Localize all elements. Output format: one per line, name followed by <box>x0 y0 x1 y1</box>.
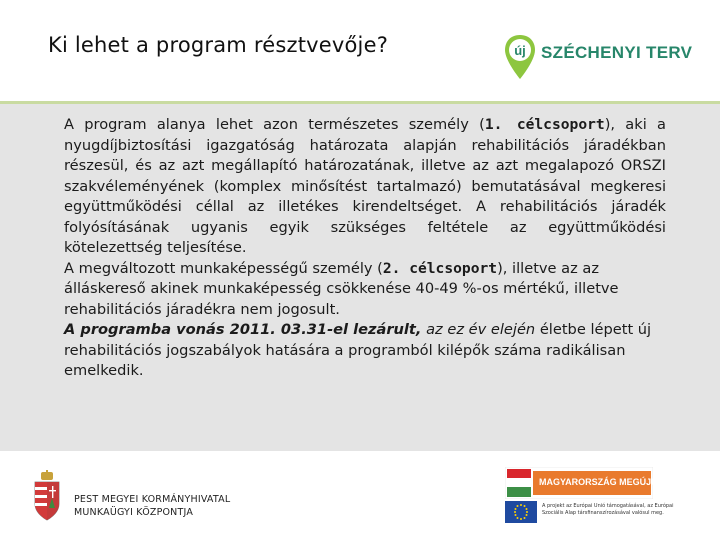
p1-text-3: ), aki a nyugdíjbiztosítási igazgatóság határozata alapján rehabilitációs járadékban részesül, és az azt megállapító határozatának, illetve az azt megalapozó ORSZI szakvéleményének (komplex minősítést tartalmazó) bemutatásával megkeresi együttműködési céllal az illetékes kirendeltséget. A rehabilitációs járadék folyósításának ugyanis egyik szükséges feltétele az együttműködési kötelezettség teljesítése. <box>64 116 666 256</box>
p1-text-1: A program <box>64 116 157 133</box>
logo-icon-letter: új <box>514 43 526 58</box>
paragraph-1 <box>64 115 666 259</box>
target-group-1: 1. célcsoport <box>484 116 605 133</box>
paragraph-2 <box>64 259 666 321</box>
org-line-1: PEST MEGYEI KORMÁNYHIVATAL <box>74 494 231 505</box>
organization-name <box>74 493 230 519</box>
p3-text: életbe lépett új rehabilitációs jogszabályok hatására a programból kilépők száma radikálisan emelkedik. <box>64 321 652 379</box>
p1-emphasis: alanya lehet <box>156 116 253 133</box>
eu-flag-icon <box>505 501 537 523</box>
magyarorszag-megujul-text: MAGYARORSZÁG MEGÚJUL <box>539 477 664 487</box>
eu-funding-notice: A projekt az Európai Unió támogatásával, az Európai Szociális Alap társfinanszírozásával valósul meg. <box>542 503 674 516</box>
p2-text-1: A megváltozott munkaképességű személy ( <box>64 259 383 277</box>
org-line-2: MUNKAÜGYI KÖZPONTJA <box>74 507 194 518</box>
szechenyi-terv-logo <box>503 33 703 83</box>
target-group-2: 2. célcsoport <box>382 259 498 277</box>
program-closed-notice: A programba vonás 2011. 03.31-el lezárult, <box>64 321 422 338</box>
slide-header <box>0 0 720 103</box>
body-text <box>64 115 666 382</box>
logo-text: SZÉCHENYI TERV <box>541 43 693 62</box>
p2-text-2: ), illetve az az álláskereső akinek munkaképesség csökkenése 40-49 %-os mértékű, illetve rehabilitációs járadékra nem jogosult. <box>64 259 619 318</box>
hungarian-coat-of-arms-icon <box>32 470 62 522</box>
map-pin-icon <box>503 33 537 81</box>
paragraph-3 <box>64 320 666 382</box>
p1-text-2: azon természetes személy ( <box>252 116 485 133</box>
slide-title: Ki lehet a program résztvevője? <box>48 33 389 57</box>
p3-italic: az ez év elején <box>421 321 536 338</box>
